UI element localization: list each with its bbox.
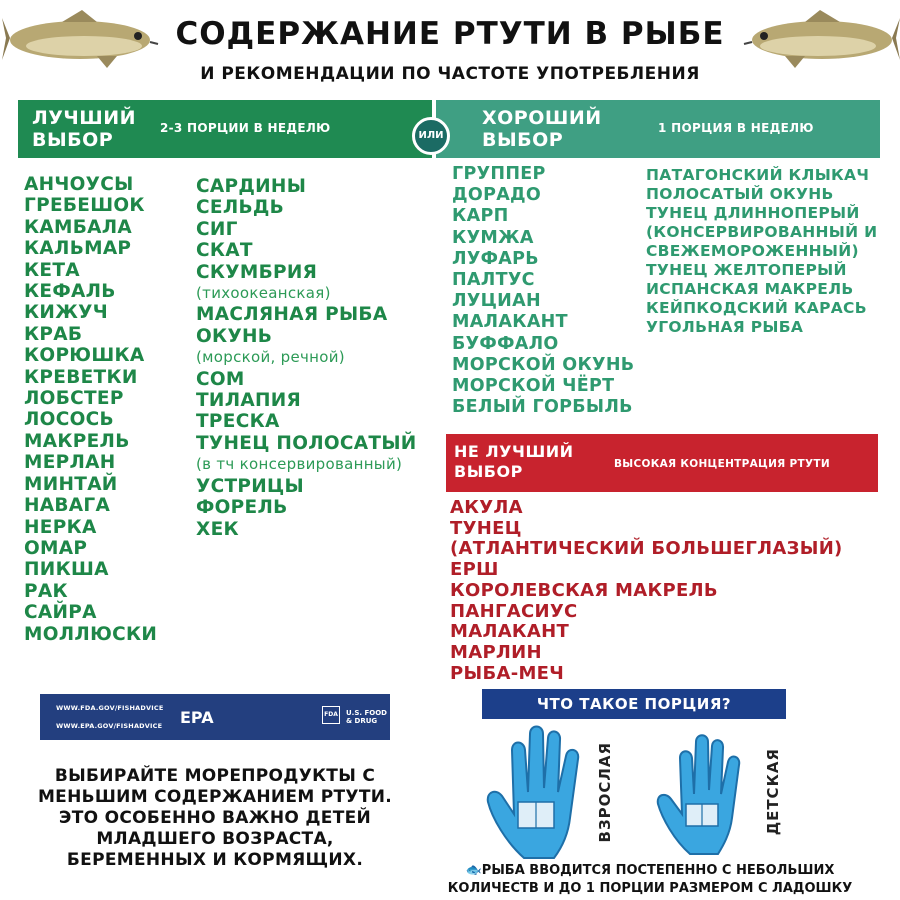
list-item: СКУМБРИЯ bbox=[196, 261, 318, 283]
best-list-col1 bbox=[24, 174, 157, 645]
list-item-note: (тихоокеанская) bbox=[196, 284, 331, 303]
list-item: МАРЛИН bbox=[450, 641, 542, 663]
list-item: МОЛЛЮСКИ bbox=[24, 623, 158, 645]
child-hand-icon bbox=[654, 732, 762, 856]
good-choice-frequency: 1 ПОРЦИЯ В НЕДЕЛЮ bbox=[658, 121, 814, 135]
list-item: ТУНЕЦ ДЛИННОПЕРЫЙ bbox=[646, 204, 860, 222]
list-item: САРДИНЫ bbox=[196, 176, 307, 197]
list-item: КАМБАЛА bbox=[24, 216, 133, 238]
list-item: МАЛАКАНТ bbox=[452, 312, 568, 333]
list-item: МОРСКОЙ ОКУНЬ bbox=[452, 354, 635, 375]
best-choice-frequency: 2-3 ПОРЦИИ В НЕДЕЛЮ bbox=[160, 121, 331, 135]
list-item: МАСЛЯНАЯ РЫБА bbox=[196, 304, 388, 326]
list-item: КЕЙПКОДСКИЙ КАРАСЬ bbox=[646, 299, 867, 317]
list-item: СКАТ bbox=[196, 240, 253, 262]
epa-logo: EPA bbox=[180, 708, 214, 727]
list-item: ПАЛТУС bbox=[452, 270, 535, 291]
list-item: СОМ bbox=[196, 368, 245, 390]
list-item: ЛОСОСЬ bbox=[24, 409, 114, 431]
list-item: УСТРИЦЫ bbox=[196, 475, 304, 497]
advice-text: ВЫБИРАЙТЕ МОРЕПРОДУКТЫ С МЕНЬШИМ СОДЕРЖАНИЕМ РТУТИ. ЭТО ОСОБЕННО ВАЖНО ДЕТЕЙ МЛАДШЕГО ВОЗРАСТА, БЕРЕМЕННЫХ И КОРМЯЩИХ. bbox=[37, 766, 393, 870]
adult-portion-label: ВЗРОСЛАЯ bbox=[596, 742, 614, 843]
list-item: СЕЛЬДЬ bbox=[196, 197, 285, 219]
list-item: АКУЛА bbox=[450, 497, 523, 518]
page-subtitle: И РЕКОМЕНДАЦИИ ПО ЧАСТОТЕ УПОТРЕБЛЕНИЯ bbox=[200, 64, 700, 84]
list-item: МОРСКОЙ ЧЁРТ bbox=[452, 376, 615, 397]
list-item: КОРЮШКА bbox=[24, 345, 145, 367]
list-item: ГРУППЕР bbox=[452, 164, 546, 184]
list-item: КОРОЛЕВСКАЯ МАКРЕЛЬ bbox=[450, 579, 718, 601]
worst-choice-label: НЕ ЛУЧШИЙ ВЫБОР bbox=[454, 442, 574, 481]
list-item: КАРП bbox=[452, 206, 509, 227]
best-list-col2 bbox=[196, 176, 417, 540]
fda-name: U.S. FOOD & DRUG bbox=[346, 709, 387, 725]
footnote-text: 🐟РЫБА ВВОДИТСЯ ПОСТЕПЕННО С НЕБОЛЬШИХ КОЛИЧЕСТВ И ДО 1 ПОРЦИИ РАЗМЕРОМ С ЛАДОШКУ bbox=[447, 863, 853, 896]
list-item: ХЕК bbox=[196, 518, 239, 540]
list-item: БЕЛЫЙ ГОРБЫЛЬ bbox=[452, 397, 633, 418]
good-choice-banner bbox=[436, 100, 880, 158]
portion-question-banner: ЧТО ТАКОЕ ПОРЦИЯ? bbox=[482, 689, 786, 719]
list-item: БУФФАЛО bbox=[452, 333, 559, 354]
list-item: (АТЛАНТИЧЕСКИЙ БОЛЬШЕГЛАЗЫЙ) bbox=[450, 538, 843, 560]
list-item: НЕРКА bbox=[24, 516, 97, 538]
list-item: КУМЖА bbox=[452, 227, 534, 248]
list-item: ОМАР bbox=[24, 537, 88, 559]
worst-choice-banner bbox=[446, 434, 878, 492]
good-list-col1 bbox=[452, 164, 634, 418]
list-item: СИГ bbox=[196, 218, 238, 240]
list-item: РЫБА-МЕЧ bbox=[450, 662, 565, 684]
list-item: НАВАГА bbox=[24, 495, 111, 517]
list-item: ТИЛАПИЯ bbox=[196, 390, 302, 412]
list-item: ТУНЕЦ ЖЕЛТОПЕРЫЙ bbox=[646, 261, 847, 279]
list-item: ДОРАДО bbox=[452, 185, 542, 206]
agency-logos-bar bbox=[40, 694, 390, 740]
list-item-note: (в тч консервированный) bbox=[196, 455, 403, 474]
list-item: ЛУФАРЬ bbox=[452, 248, 539, 269]
child-portion-label: ДЕТСКАЯ bbox=[764, 748, 782, 836]
list-item: ТУНЕЦ bbox=[450, 517, 522, 539]
list-item: КЕФАЛЬ bbox=[24, 281, 116, 303]
adult-hand-icon bbox=[484, 722, 604, 860]
list-item: ТРЕСКА bbox=[196, 411, 280, 433]
list-item: ТУНЕЦ ПОЛОСАТЫЙ bbox=[196, 432, 417, 454]
good-choice-label: ХОРОШИЙ ВЫБОР bbox=[482, 107, 602, 151]
list-item: МЕРЛАН bbox=[24, 452, 116, 474]
worst-choice-note: ВЫСОКАЯ КОНЦЕНТРАЦИЯ РТУТИ bbox=[614, 458, 830, 470]
list-item: КАЛЬМАР bbox=[24, 238, 132, 260]
good-list-col2 bbox=[646, 166, 877, 337]
fda-url: WWW.FDA.GOV/FISHADVICE bbox=[56, 704, 164, 712]
list-item: ЛОБСТЕР bbox=[24, 388, 124, 410]
list-item: ЛУЦИАН bbox=[452, 291, 541, 312]
list-item: МАЛАКАНТ bbox=[450, 621, 570, 643]
list-item: РАК bbox=[24, 580, 68, 602]
list-item: ПАНГАСИУС bbox=[450, 600, 578, 622]
list-item: СВЕЖЕМОРОЖЕННЫЙ) bbox=[646, 242, 859, 260]
fda-logo-icon: FDA bbox=[322, 706, 340, 724]
best-choice-label: ЛУЧШИЙ ВЫБОР bbox=[32, 107, 137, 151]
list-item: ОКУНЬ bbox=[196, 325, 273, 347]
list-item: ИСПАНСКАЯ МАКРЕЛЬ bbox=[646, 280, 854, 298]
best-choice-banner bbox=[18, 100, 432, 158]
list-item: САЙРА bbox=[24, 602, 97, 624]
list-item: ПОЛОСАТЫЙ ОКУНЬ bbox=[646, 185, 834, 203]
list-item: (КОНСЕРВИРОВАННЫЙ И bbox=[646, 223, 878, 241]
list-item: КИЖУЧ bbox=[24, 302, 108, 324]
list-item-note: (морской, речной) bbox=[196, 348, 345, 367]
list-item: МИНТАЙ bbox=[24, 473, 118, 495]
list-item: ФОРЕЛЬ bbox=[196, 497, 288, 519]
list-item: ЕРШ bbox=[450, 559, 499, 581]
list-item: УГОЛЬНАЯ РЫБА bbox=[646, 318, 804, 336]
list-item: ГРЕБЕШОК bbox=[24, 195, 145, 217]
epa-url: WWW.EPA.GOV/FISHADVICE bbox=[56, 722, 163, 730]
worst-list bbox=[450, 498, 843, 684]
list-item: МАКРЕЛЬ bbox=[24, 430, 130, 452]
list-item: КЕТА bbox=[24, 259, 80, 281]
or-badge: ИЛИ bbox=[412, 117, 450, 155]
list-item: КРЕВЕТКИ bbox=[24, 366, 138, 388]
list-item: АНЧОУСЫ bbox=[24, 174, 134, 195]
page-title: СОДЕРЖАНИЕ РТУТИ В РЫБЕ bbox=[175, 16, 725, 52]
list-item: ПАТАГОНСКИЙ КЛЫКАЧ bbox=[646, 166, 870, 184]
list-item: КРАБ bbox=[24, 323, 83, 345]
list-item: ПИКША bbox=[24, 559, 109, 581]
